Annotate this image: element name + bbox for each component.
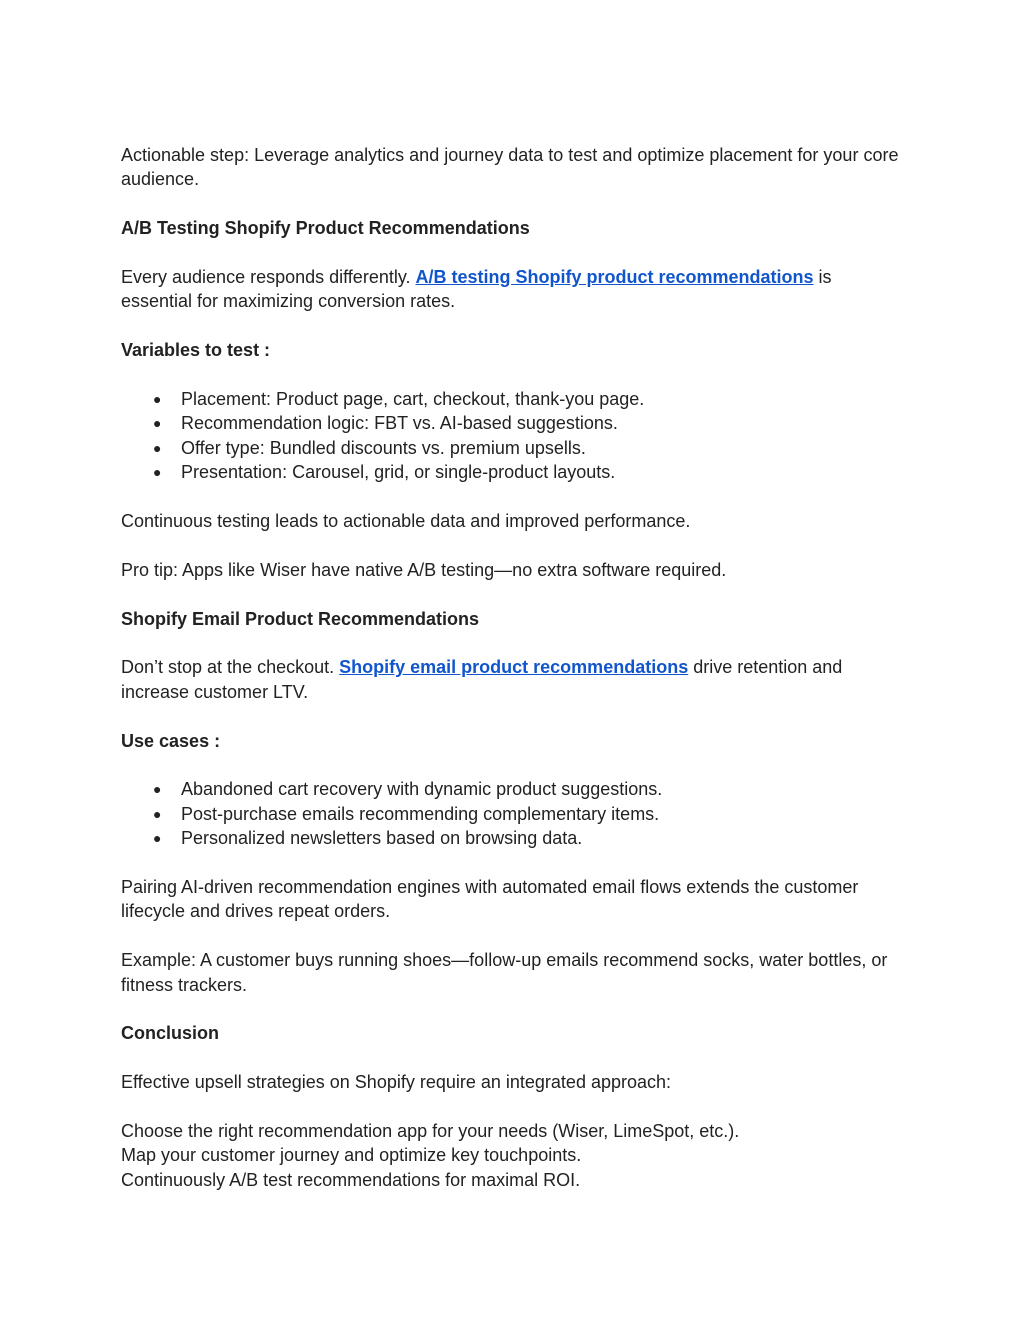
bullet-icon: ● [153, 830, 162, 847]
paragraph-pro-tip: Pro tip: Apps like Wiser have native A/B testing—no extra software required. [121, 559, 727, 580]
conclusion-line: Choose the right recommendation app for your needs (Wiser, LimeSpot, etc.). [121, 1121, 740, 1142]
heading-conclusion: Conclusion [121, 1023, 219, 1044]
bullet-icon: ● [153, 464, 162, 481]
list-item-text: Placement: Product page, cart, checkout, thank-you page. [181, 389, 645, 409]
bullet-icon: ● [153, 439, 162, 456]
list-item [121, 777, 901, 801]
heading-email-recommendations: Shopify Email Product Recommendations [121, 608, 480, 629]
heading-variables: Variables to test : [121, 340, 271, 361]
heading-use-cases: Use cases : [121, 730, 221, 751]
list-item [121, 460, 901, 484]
text: is essential for maximizing conversion rates. [121, 267, 832, 312]
list-item-text: Abandoned cart recovery with dynamic product suggestions. [181, 779, 663, 800]
variables-list [121, 387, 901, 485]
list-item [121, 802, 901, 826]
bullet-icon: ● [153, 391, 162, 407]
list-item-text: Presentation: Carousel, grid, or single-product layouts. [181, 462, 616, 483]
text: Every audience responds differently. [121, 267, 416, 287]
paragraph-actionable-step: Actionable step: Leverage analytics and journey data to test and optimize placement for your core audience. [121, 145, 899, 190]
paragraph-continuous-testing: Continuous testing leads to actionable data and improved performance. [121, 511, 691, 532]
bullet-icon: ● [153, 415, 162, 432]
list-item [121, 387, 901, 411]
ab-testing-link[interactable]: A/B testing Shopify product recommendations [415, 267, 814, 287]
paragraph-conclusion-intro: Effective upsell strategies on Shopify require an integrated approach: [121, 1072, 672, 1093]
text: Don’t stop at the checkout. [121, 657, 340, 678]
conclusion-line: Continuously A/B test recommendations for maximal ROI. [121, 1169, 581, 1190]
list-item-text: Personalized newsletters based on browsing data. [181, 828, 583, 849]
list-item [121, 411, 901, 435]
list-item-text: Offer type: Bundled discounts vs. premium upsells. [181, 437, 586, 458]
text: drive retention and increase customer LTV. [121, 657, 843, 702]
email-recommendations-link[interactable]: Shopify email product recommendations [339, 657, 689, 678]
paragraph-ab-intro [121, 265, 901, 314]
paragraph-email-intro [121, 655, 901, 704]
list-item [121, 826, 901, 850]
bullet-icon: ● [153, 781, 162, 798]
document-page [121, 143, 901, 1192]
use-cases-list [121, 777, 901, 850]
list-item-text: Post-purchase emails recommending complementary items. [181, 803, 660, 824]
paragraph-pairing-ai: Pairing AI-driven recommendation engines with automated email flows extends the customer lifecycle and drives repeat orders. [121, 877, 859, 922]
bullet-icon: ● [153, 805, 162, 822]
conclusion-lines [121, 1119, 901, 1192]
paragraph-example: Example: A customer buys running shoes—follow-up emails recommend socks, water bottles, or fitness trackers. [121, 950, 888, 995]
heading-ab-testing: A/B Testing Shopify Product Recommendations [121, 218, 530, 239]
list-item-text: Recommendation logic: FBT vs. AI-based suggestions. [181, 413, 618, 434]
list-item [121, 436, 901, 460]
conclusion-line: Map your customer journey and optimize key touchpoints. [121, 1145, 582, 1166]
